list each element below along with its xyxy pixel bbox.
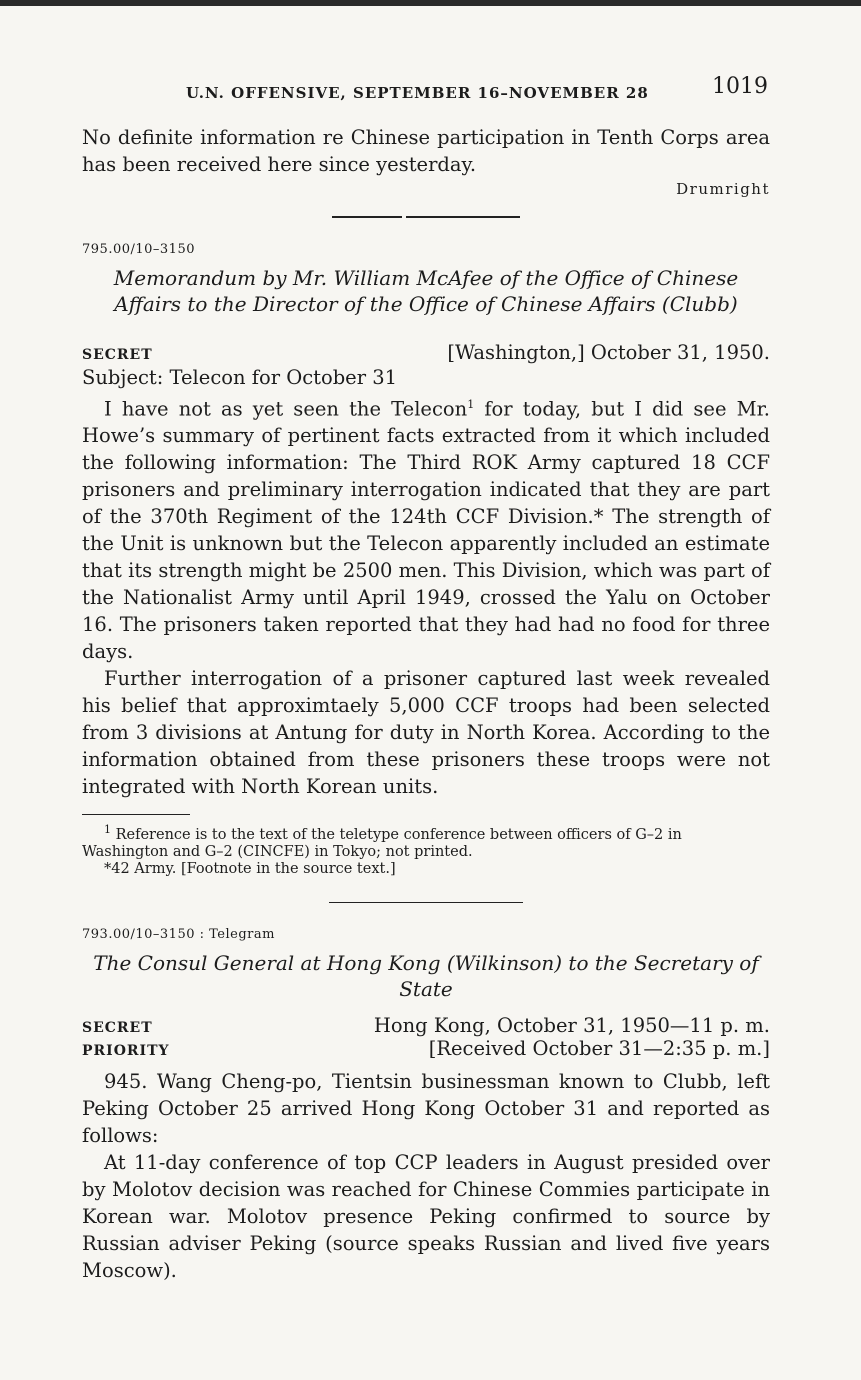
telegram-paragraph-1: 945. Wang Cheng-po, Tientsin businessman known to Clubb, left Peking October 25 arrived Hong Kong October 31 and reported as follows: xyxy=(82,1070,770,1148)
memo-place-date: [Washington,] October 31, 1950. xyxy=(447,340,770,364)
telegram-title: The Consul General at Hong Kong (Wilkinson) to the Secretary of State xyxy=(93,951,759,1002)
telegram-paragraph-2: At 11-day conference of top CCP leaders in August presided over by Molotov decision was reached for Chinese Commies participate in Korean war. Molotov presence Peking confirmed to source by Russian adviser Peking (source speaks Russian and lived five years Moscow). xyxy=(82,1151,770,1283)
memo-subject: Subject: Telecon for October 31 xyxy=(82,365,398,389)
running-head xyxy=(82,70,770,110)
memo-paragraph-2: Further interrogation of a prisoner captured last week revealed his belief that approximtaely 5,000 CCF troops had been selected from 3 divisions at Antung for duty in North Korea. According to the information obtained from these prisoners these troops were not integrated with North Korean units. xyxy=(82,667,770,798)
telegram-classification: SECRET xyxy=(82,1020,153,1037)
footnote-ref-1: 1 xyxy=(467,397,475,411)
footnote-1: $^1$ Reference is to the text of the teletype conference between officers of G–2 in Washington and G–2 (CINCFE) in Tokyo; not printed. xyxy=(82,823,682,860)
telegram-place-date: Hong Kong, October 31, 1950—11 p. m. xyxy=(373,1014,770,1038)
prev-doc-signature: Drumright xyxy=(676,180,770,198)
document-page xyxy=(82,70,770,1284)
telegram-received: [Received October 31—2:35 p. m.] xyxy=(428,1037,770,1061)
memo-meta-row xyxy=(82,341,770,364)
memo-paragraph-1: I have not as yet seen the Telecon$^1$ for today, but I did see Mr. Howe’s summary of pertinent facts extracted from it which included the following information: The Third ROK Army captured 18 CCF prisoners and preliminary interrogation indicated that they are part of the 370th Regiment of the 124th CCF Division.* The strength of the Unit is unknown but the Telecon apparently included an estimate that its strength might be 2500 men. This Division, which was part of the Nationalist Army until April 1949, crossed the Yalu on October 16. The prisoners taken reported that they had had no food for three days. xyxy=(82,397,770,663)
footnote-rule xyxy=(82,814,190,815)
telegram-file-number: 793.00/10–3150 : Telegram xyxy=(82,927,275,943)
telegram-meta-row-1 xyxy=(82,1014,770,1037)
section-divider xyxy=(331,216,521,218)
page-top-edge xyxy=(0,0,861,6)
memo-classification: SECRET xyxy=(82,346,153,363)
memo-file-number: 795.00/10–3150 xyxy=(82,241,195,257)
telegram-meta-row-2 xyxy=(82,1037,770,1060)
memo-title: Memorandum by Mr. William McAfee of the Office of Chinese Affairs to the Director of the Office of Chinese Affairs (Clubb) xyxy=(113,265,739,316)
running-head-title: U.N. OFFENSIVE, SEPTEMBER 16–NOVEMBER 28 xyxy=(186,84,649,102)
page-number: 1019 xyxy=(712,74,768,99)
section-divider-2 xyxy=(329,902,523,904)
prev-doc-text: No definite information re Chinese participation in Tenth Corps area has been received here since yesterday. xyxy=(82,126,770,176)
telegram-priority: PRIORITY xyxy=(82,1043,170,1060)
footnote-2: *42 Army. [Footnote in the source text.] xyxy=(104,860,396,877)
